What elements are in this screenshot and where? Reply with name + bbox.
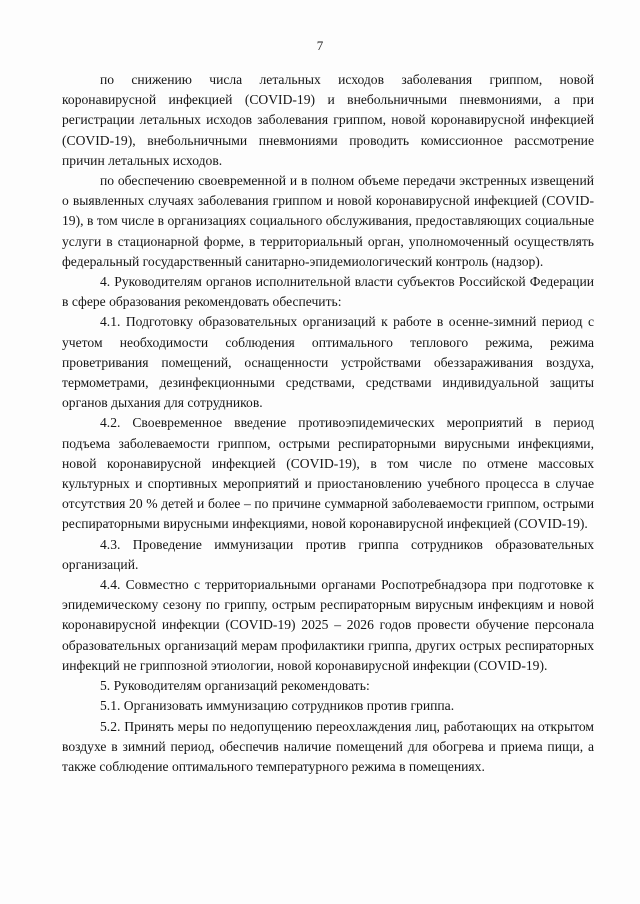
paragraph-4-3: 4.3. Проведение иммунизации против гриппа сотрудников образовательных организаций. — [62, 536, 594, 572]
paragraph-5-2: 5.2. Принять меры по недопущению переохлаждения лиц, работающих на открытом воздухе в зимний период, обеспечив наличие помещений для обогрева и приема пищи, а также соблюдение оптимального температурного режима в помещениях. — [62, 718, 594, 774]
paragraph-4-4: 4.4. Совместно с территориальными органами Роспотребнадзора при подготовке к эпидемическому сезону по гриппу, острым респираторным вирусным инфекциям и новой коронавирусной инфекции (COVID-19) 2025 – 2026 годов провести обучение персонала образовательных организаций мерам профилактики гриппа, других острых респираторных инфекций не гриппозной этиологии, новой коронавирусной инфекции (COVID-19). — [62, 577, 594, 673]
paragraph-section-4: 4. Руководителям органов исполнительной власти субъектов Российской Федерации в сфере образования рекомендовать обеспечить: — [62, 274, 594, 310]
paragraph-4-2: 4.2. Своевременное введение противоэпидемических мероприятий в период подъема заболеваемости гриппом, острыми респираторными вирусными инфекциями, новой коронавирусной инфекцией (COVID-19), в том числе по отмене массовых культурных и спортивных мероприятий и приостановлению учебного процесса в случае отсутствия 20 % детей и более – по причине суммарной заболеваемости гриппом, острыми респираторными вирусными инфекциями, новой коронавирусной инфекцией (COVID-19). — [62, 415, 594, 532]
paragraph-4-1: 4.1. Подготовку образовательных организаций к работе в осенне-зимний период с учетом необходимости соблюдения оптимального теплового режима, режима проветривания помещений, оснащенности устройствами обеззараживания воздуха, термометрами, дезинфекционными средствами, средствами индивидуальной защиты органов дыхания для сотрудников. — [62, 314, 594, 411]
paragraph-5-1: 5.1. Организовать иммунизацию сотрудников против гриппа. — [100, 698, 455, 714]
paragraph-section-5: 5. Руководителям организаций рекомендовать: — [100, 678, 370, 694]
document-body — [62, 70, 594, 777]
page-number: 7 — [316, 38, 324, 53]
paragraph-mortality-review: по снижению числа летальных исходов заболевания гриппом, новой коронавирусной инфекцией (COVID-19) и внебольничными пневмониями, а при регистрации летальных исходов заболевания гриппом, новой коронавирусной инфекцией (COVID-19), внебольничными пневмониями проводить комиссионное рассмотрение причин летальных исходов. — [62, 72, 594, 168]
paragraph-emergency-notices: по обеспечению своевременной и в полном объеме передачи экстренных извещений о выявленных случаях заболевания гриппом и новой коронавирусной инфекцией (COVID-19), в том числе в организациях социального обслуживания, предоставляющих социальные услуги в стационарной форме, в территориальный орган, уполномоченный осуществлять федеральный государственный санитарно-эпидемиологический контроль (надзор). — [62, 173, 594, 269]
